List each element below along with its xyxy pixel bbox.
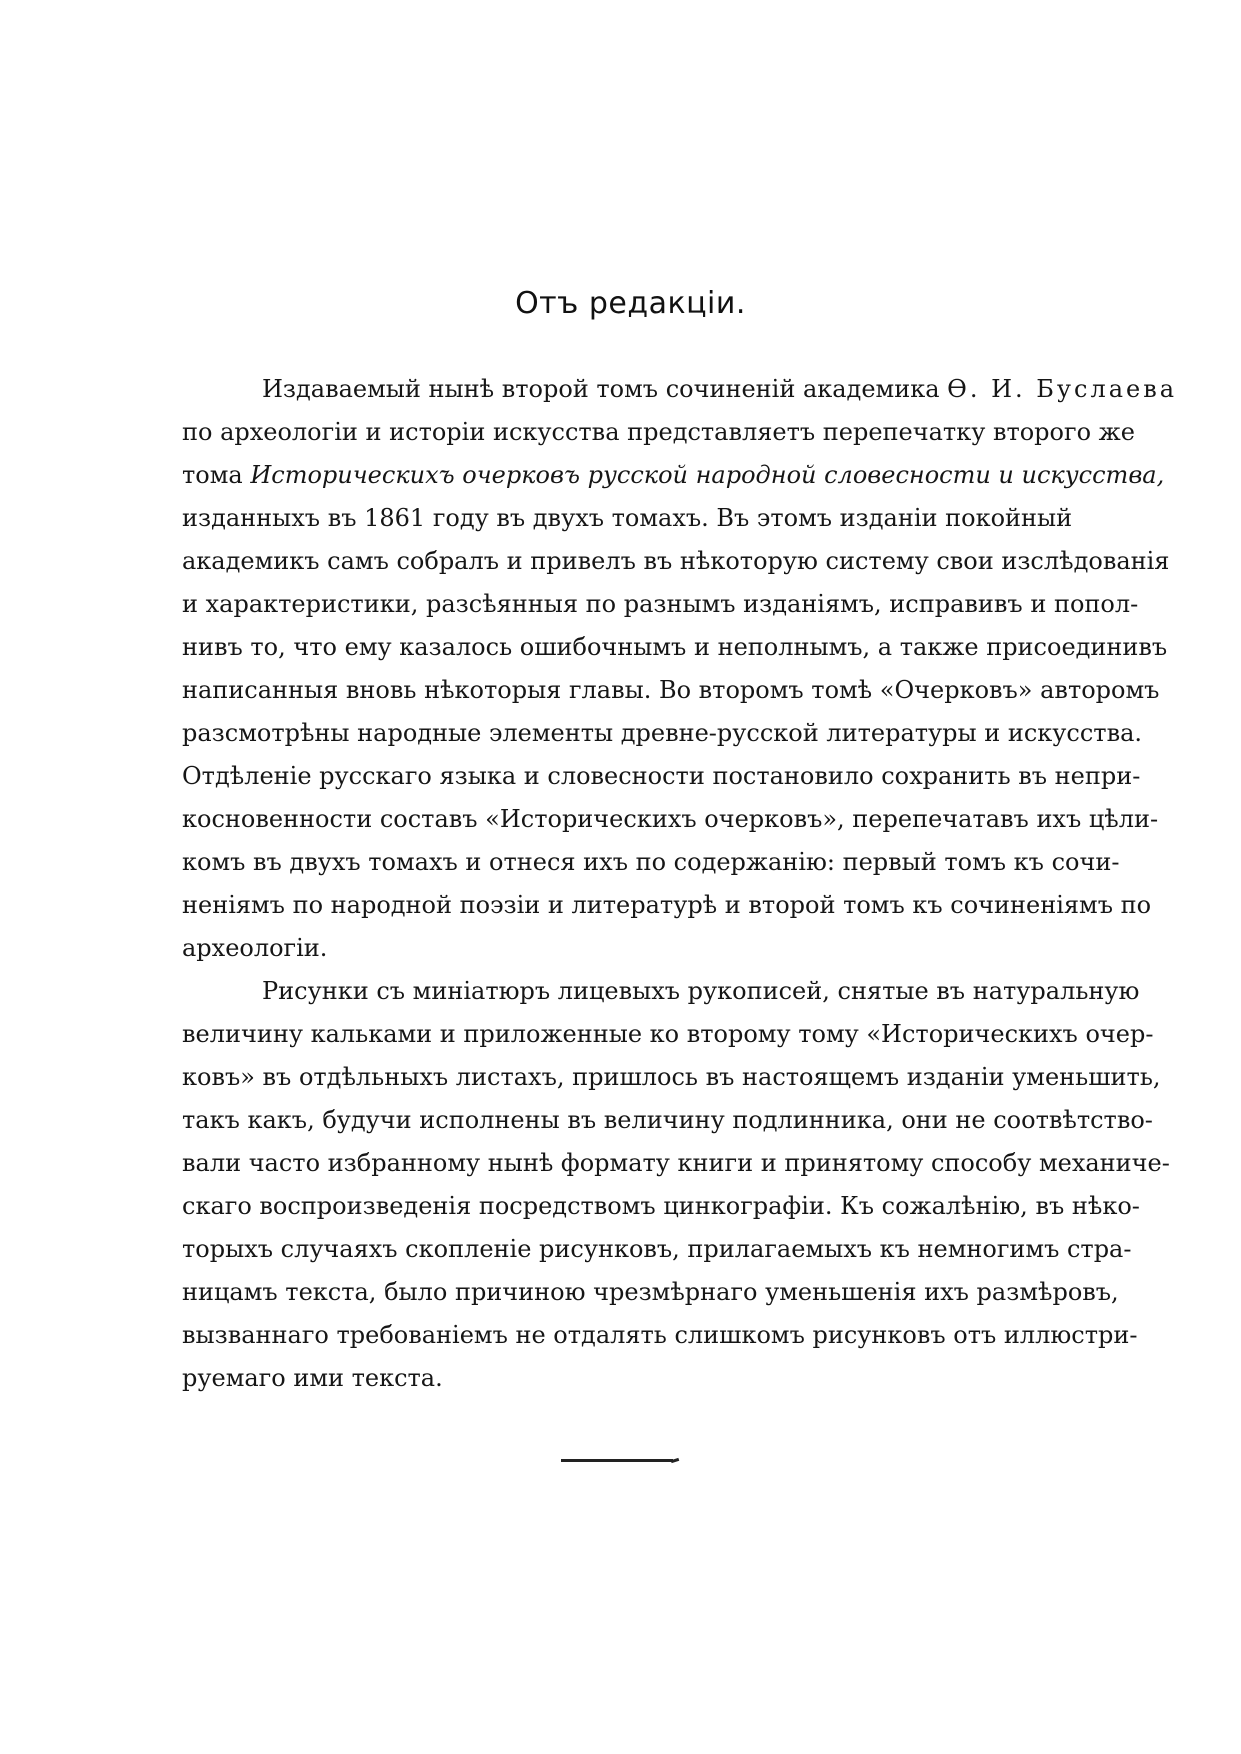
paragraph-1-line: написанныя вновь нѣкоторыя главы. Во второмъ томѣ «Очерковъ» авторомъ <box>182 676 1160 704</box>
book-title: Историческихъ очерковъ русской народной словесности и искусства, <box>250 461 1165 489</box>
paragraph-1-line: Отдѣленіе русскаго языка и словесности постановило сохранить въ непри- <box>182 762 1141 790</box>
paragraph-2-line: вали часто избранному нынѣ формату книги и принятому способу механиче- <box>182 1149 1170 1177</box>
text-run: Издаваемый нынѣ второй томъ сочиненій академика <box>262 375 948 403</box>
paragraph-2-line: такъ какъ, будучи исполнены въ величину подлинника, они не соотвѣтство- <box>182 1106 1153 1134</box>
paragraph-1-line: по археологіи и исторіи искусства представляетъ перепечатку второго же <box>182 418 1135 446</box>
author-name: Ѳ. И. Буслаева <box>947 375 1178 403</box>
paragraph-1-line: разсмотрѣны народные элементы древне-русской литературы и искусства. <box>182 719 1143 747</box>
paragraph-2-line: Рисунки съ миніатюръ лицевыхъ рукописей, снятые въ натуральную <box>262 977 1140 1005</box>
paragraph-1-line: изданныхъ въ 1861 году въ двухъ томахъ. Въ этомъ изданіи покойный <box>182 504 1073 532</box>
paragraph-1-line: и характеристики, разсѣянныя по разнымъ изданіямъ, исправивъ и попол- <box>182 590 1139 618</box>
paragraph-1-line: нивъ то, что ему казалось ошибочнымъ и неполнымъ, а также присоединивъ <box>182 633 1168 661</box>
editorial-text <box>182 368 1178 1400</box>
paragraph-2-line: ницамъ текста, было причиною чрезмѣрнаго уменьшенія ихъ размѣровъ, <box>182 1278 1119 1306</box>
paragraph-2-line: руемаго ими текста. <box>182 1364 443 1392</box>
paragraph-2-line: вызваннаго требованіемъ не отдалять слишкомъ рисунковъ отъ иллюстри- <box>182 1321 1138 1349</box>
paragraph-2-line: торыхъ случаяхъ скопленіе рисунковъ, прилагаемыхъ къ немногимъ стра- <box>182 1235 1132 1263</box>
paragraph-1-line <box>182 368 1178 411</box>
paragraph-2-line: ковъ» въ отдѣльныхъ листахъ, пришлось въ настоящемъ изданіи уменьшить, <box>182 1063 1161 1091</box>
paragraph-2-line: скаго воспроизведенія посредствомъ цинкографіи. Къ сожалѣнію, въ нѣко- <box>182 1192 1140 1220</box>
paragraph-1-line: неніямъ по народной поэзіи и литературѣ и второй томъ къ сочиненіямъ по <box>182 891 1152 919</box>
paragraph-2-line: величину кальками и приложенные ко второму тому «Историческихъ очер- <box>182 1020 1154 1048</box>
paragraph-1-line: комъ въ двухъ томахъ и отнеся ихъ по содержанію: первый томъ къ сочи- <box>182 848 1120 876</box>
text-run: тома <box>182 461 251 489</box>
paragraph-1-line: академикъ самъ собралъ и привелъ въ нѣкоторую систему свои изслѣдованія <box>182 547 1170 575</box>
paragraph-1-line: косновенности составъ «Историческихъ очерковъ», перепечатавъ ихъ цѣли- <box>182 805 1159 833</box>
end-rule <box>561 1459 673 1462</box>
paragraph-1-line <box>182 454 1165 497</box>
page-title: Отъ редакціи. <box>515 286 746 321</box>
paragraph-1-line: археологіи. <box>182 934 328 962</box>
